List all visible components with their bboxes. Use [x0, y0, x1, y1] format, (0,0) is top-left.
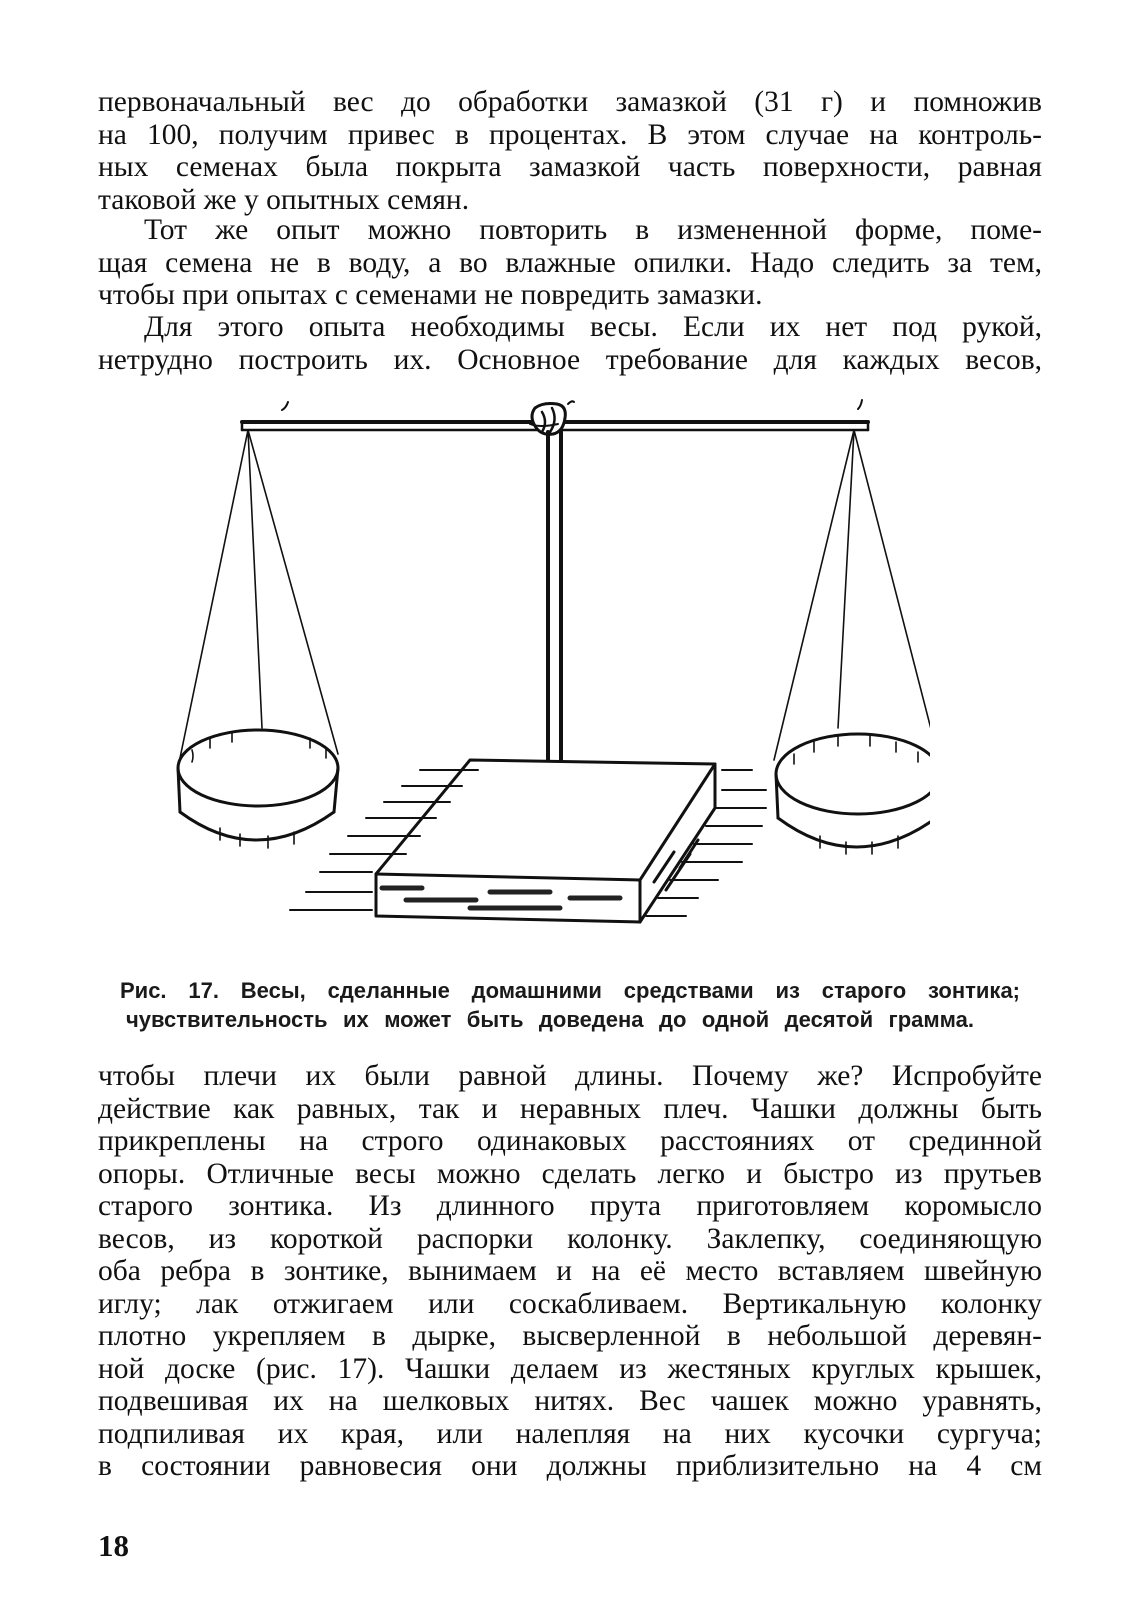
text-line: чтобы при опытах с семенами не повредить замазки.	[98, 279, 763, 311]
left-pan	[178, 730, 338, 848]
silk-threads	[180, 430, 930, 764]
text-line: ной доске (рис. 17). Чашки делаем из жестяных круглых крышек,	[98, 1352, 1042, 1385]
figure-caption	[120, 976, 1020, 1034]
text-line: старого зонтика. Из длинного прута приготовляем коромысло	[98, 1190, 1042, 1222]
text-line: опоры. Отличные весы можно сделать легко и быстро из прутьев	[98, 1157, 1042, 1190]
column	[548, 432, 561, 794]
text-line: первоначальный вес до обработки замазкой (31 г) и помножив	[98, 86, 1042, 118]
figure-balance-scale	[170, 398, 930, 938]
paragraph-4	[98, 1060, 1042, 1483]
text-line: на 100, получим привес в процентах. В этом случае на контроль-	[98, 118, 1042, 151]
text-line: действие как равных, так и неравных плеч. Чашки должны быть	[98, 1092, 1042, 1125]
text-line: чтобы плечи их были равной длины. Почему же? Испробуйте	[98, 1060, 1042, 1092]
page-number: 18	[98, 1528, 129, 1563]
text-line: щая семена не в воду, а во влажные опилки. Надо следить за тем,	[98, 246, 1042, 279]
text-line: нетрудно построить их. Основное требование для каждых весов,	[98, 343, 1042, 376]
right-pan	[776, 734, 930, 854]
paragraph-2	[98, 214, 1042, 312]
text-line: таковой же у опытных семян.	[98, 183, 470, 216]
text-line: оба ребра в зонтике, вынимаем и на её место вставляем швейную	[98, 1255, 1042, 1287]
text-line: Для этого опыта необходимы весы. Если их нет под рукой,	[144, 311, 1042, 343]
text-line: весов, из короткой распорки колонку. Заклепку, соединяющую	[98, 1222, 1042, 1255]
text-line: в состоянии равновесия они должны приблизительно на 4 см	[98, 1450, 1042, 1482]
balance-scale-illustration	[170, 398, 930, 938]
paragraph-3	[98, 311, 1042, 376]
caption-line: Рис. 17. Весы, сделанные домашними средствами из старого зонтика;	[120, 978, 1020, 1003]
text-line: ных семенах была покрыта замазкой часть поверхности, равная	[98, 151, 1042, 183]
paragraph-1	[98, 86, 1042, 216]
text-line: прикреплены на строго одинаковых расстояниях от срединной	[98, 1125, 1042, 1157]
text-line: плотно укрепляем в дырке, высверленной в небольшой деревян-	[98, 1320, 1042, 1352]
text-line: подпиливая их края, или налепляя на них кусочки сургуча;	[98, 1417, 1042, 1450]
caption-line: чувствительность их может быть доведена до одной десятой грамма.	[126, 1007, 974, 1032]
text-line: Тот же опыт можно повторить в измененной форме, поме-	[144, 214, 1042, 246]
text-line: подвешивая их на шелковых нитях. Вес чашек можно уравнять,	[98, 1385, 1042, 1417]
text-line: иглу; лак отжигаем или соскабливаем. Вертикальную колонку	[98, 1287, 1042, 1320]
